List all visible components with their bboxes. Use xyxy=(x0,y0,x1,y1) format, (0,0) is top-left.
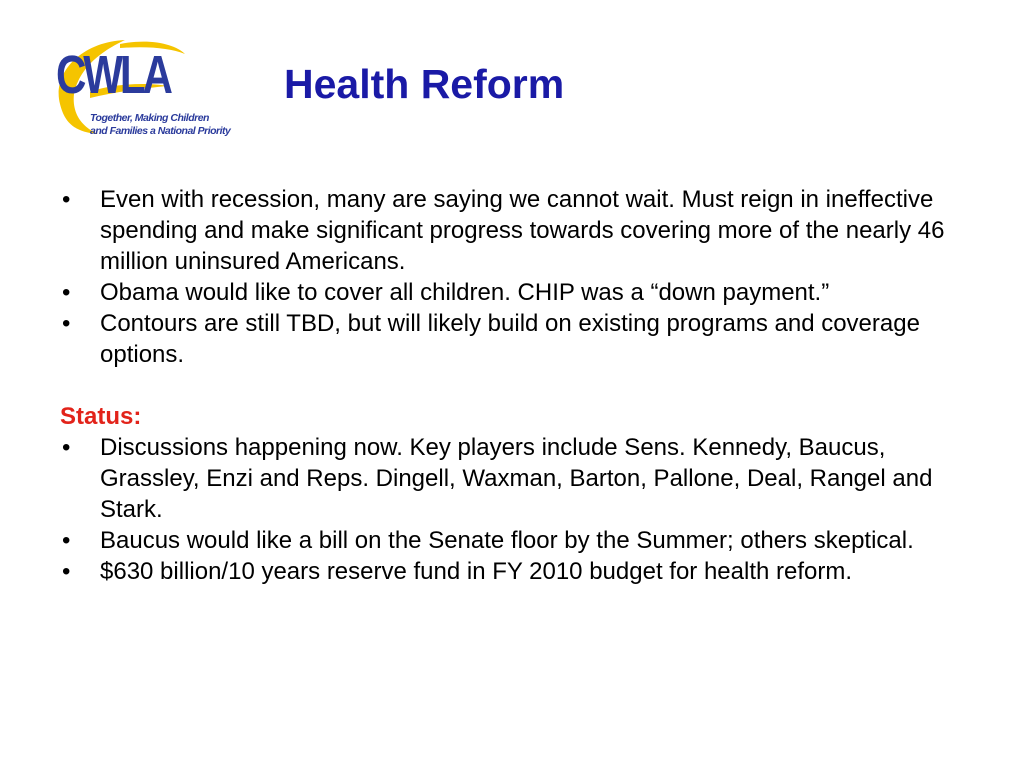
bullet-text: Even with recession, many are saying we cannot wait. Must reign in ineffective spending and make significant progress towards covering more of the nearly 46 million uninsured Americans. xyxy=(100,186,945,275)
logo-tagline-line1: Together, Making Children xyxy=(90,112,209,124)
bullet-item xyxy=(60,277,980,308)
status-heading: Status: xyxy=(60,403,142,430)
status-bullet-text: $630 billion/10 years reserve fund in FY 2010 budget for health reform. xyxy=(100,558,853,585)
logo-wordmark: CWLA xyxy=(56,45,170,105)
logo-tagline xyxy=(90,112,230,138)
slide-title: Health Reform xyxy=(284,61,565,107)
status-bullet-list xyxy=(60,432,980,587)
status-bullet-item xyxy=(60,556,980,587)
spacer xyxy=(60,370,980,401)
bullet-icon: • xyxy=(62,279,71,306)
cwla-logo xyxy=(50,34,231,154)
bullet-icon: • xyxy=(62,558,71,585)
bullet-list xyxy=(60,184,980,370)
status-bullet-text: Discussions happening now. Key players include Sens. Kennedy, Baucus, Grassley, Enzi and Reps. Dingell, Waxman, Barton, Pallone, Deal, Rangel and Stark. xyxy=(100,434,933,523)
status-bullet-text: Baucus would like a bill on the Senate floor by the Summer; others skeptical. xyxy=(100,527,914,554)
bullet-text: Obama would like to cover all children. CHIP was a “down payment.” xyxy=(100,279,830,306)
bullet-icon: • xyxy=(62,310,71,337)
bullet-item xyxy=(60,308,980,370)
bullet-icon: • xyxy=(62,527,71,554)
bullet-icon: • xyxy=(62,186,71,213)
bullet-item xyxy=(60,184,980,277)
status-bullet-item xyxy=(60,525,980,556)
bullet-text: Contours are still TBD, but will likely build on existing programs and coverage options. xyxy=(100,310,920,368)
slide-content xyxy=(60,184,980,587)
bullet-icon: • xyxy=(62,434,71,461)
status-bullet-item xyxy=(60,432,980,525)
logo-tagline-line2: and Families a National Priority xyxy=(90,125,231,137)
